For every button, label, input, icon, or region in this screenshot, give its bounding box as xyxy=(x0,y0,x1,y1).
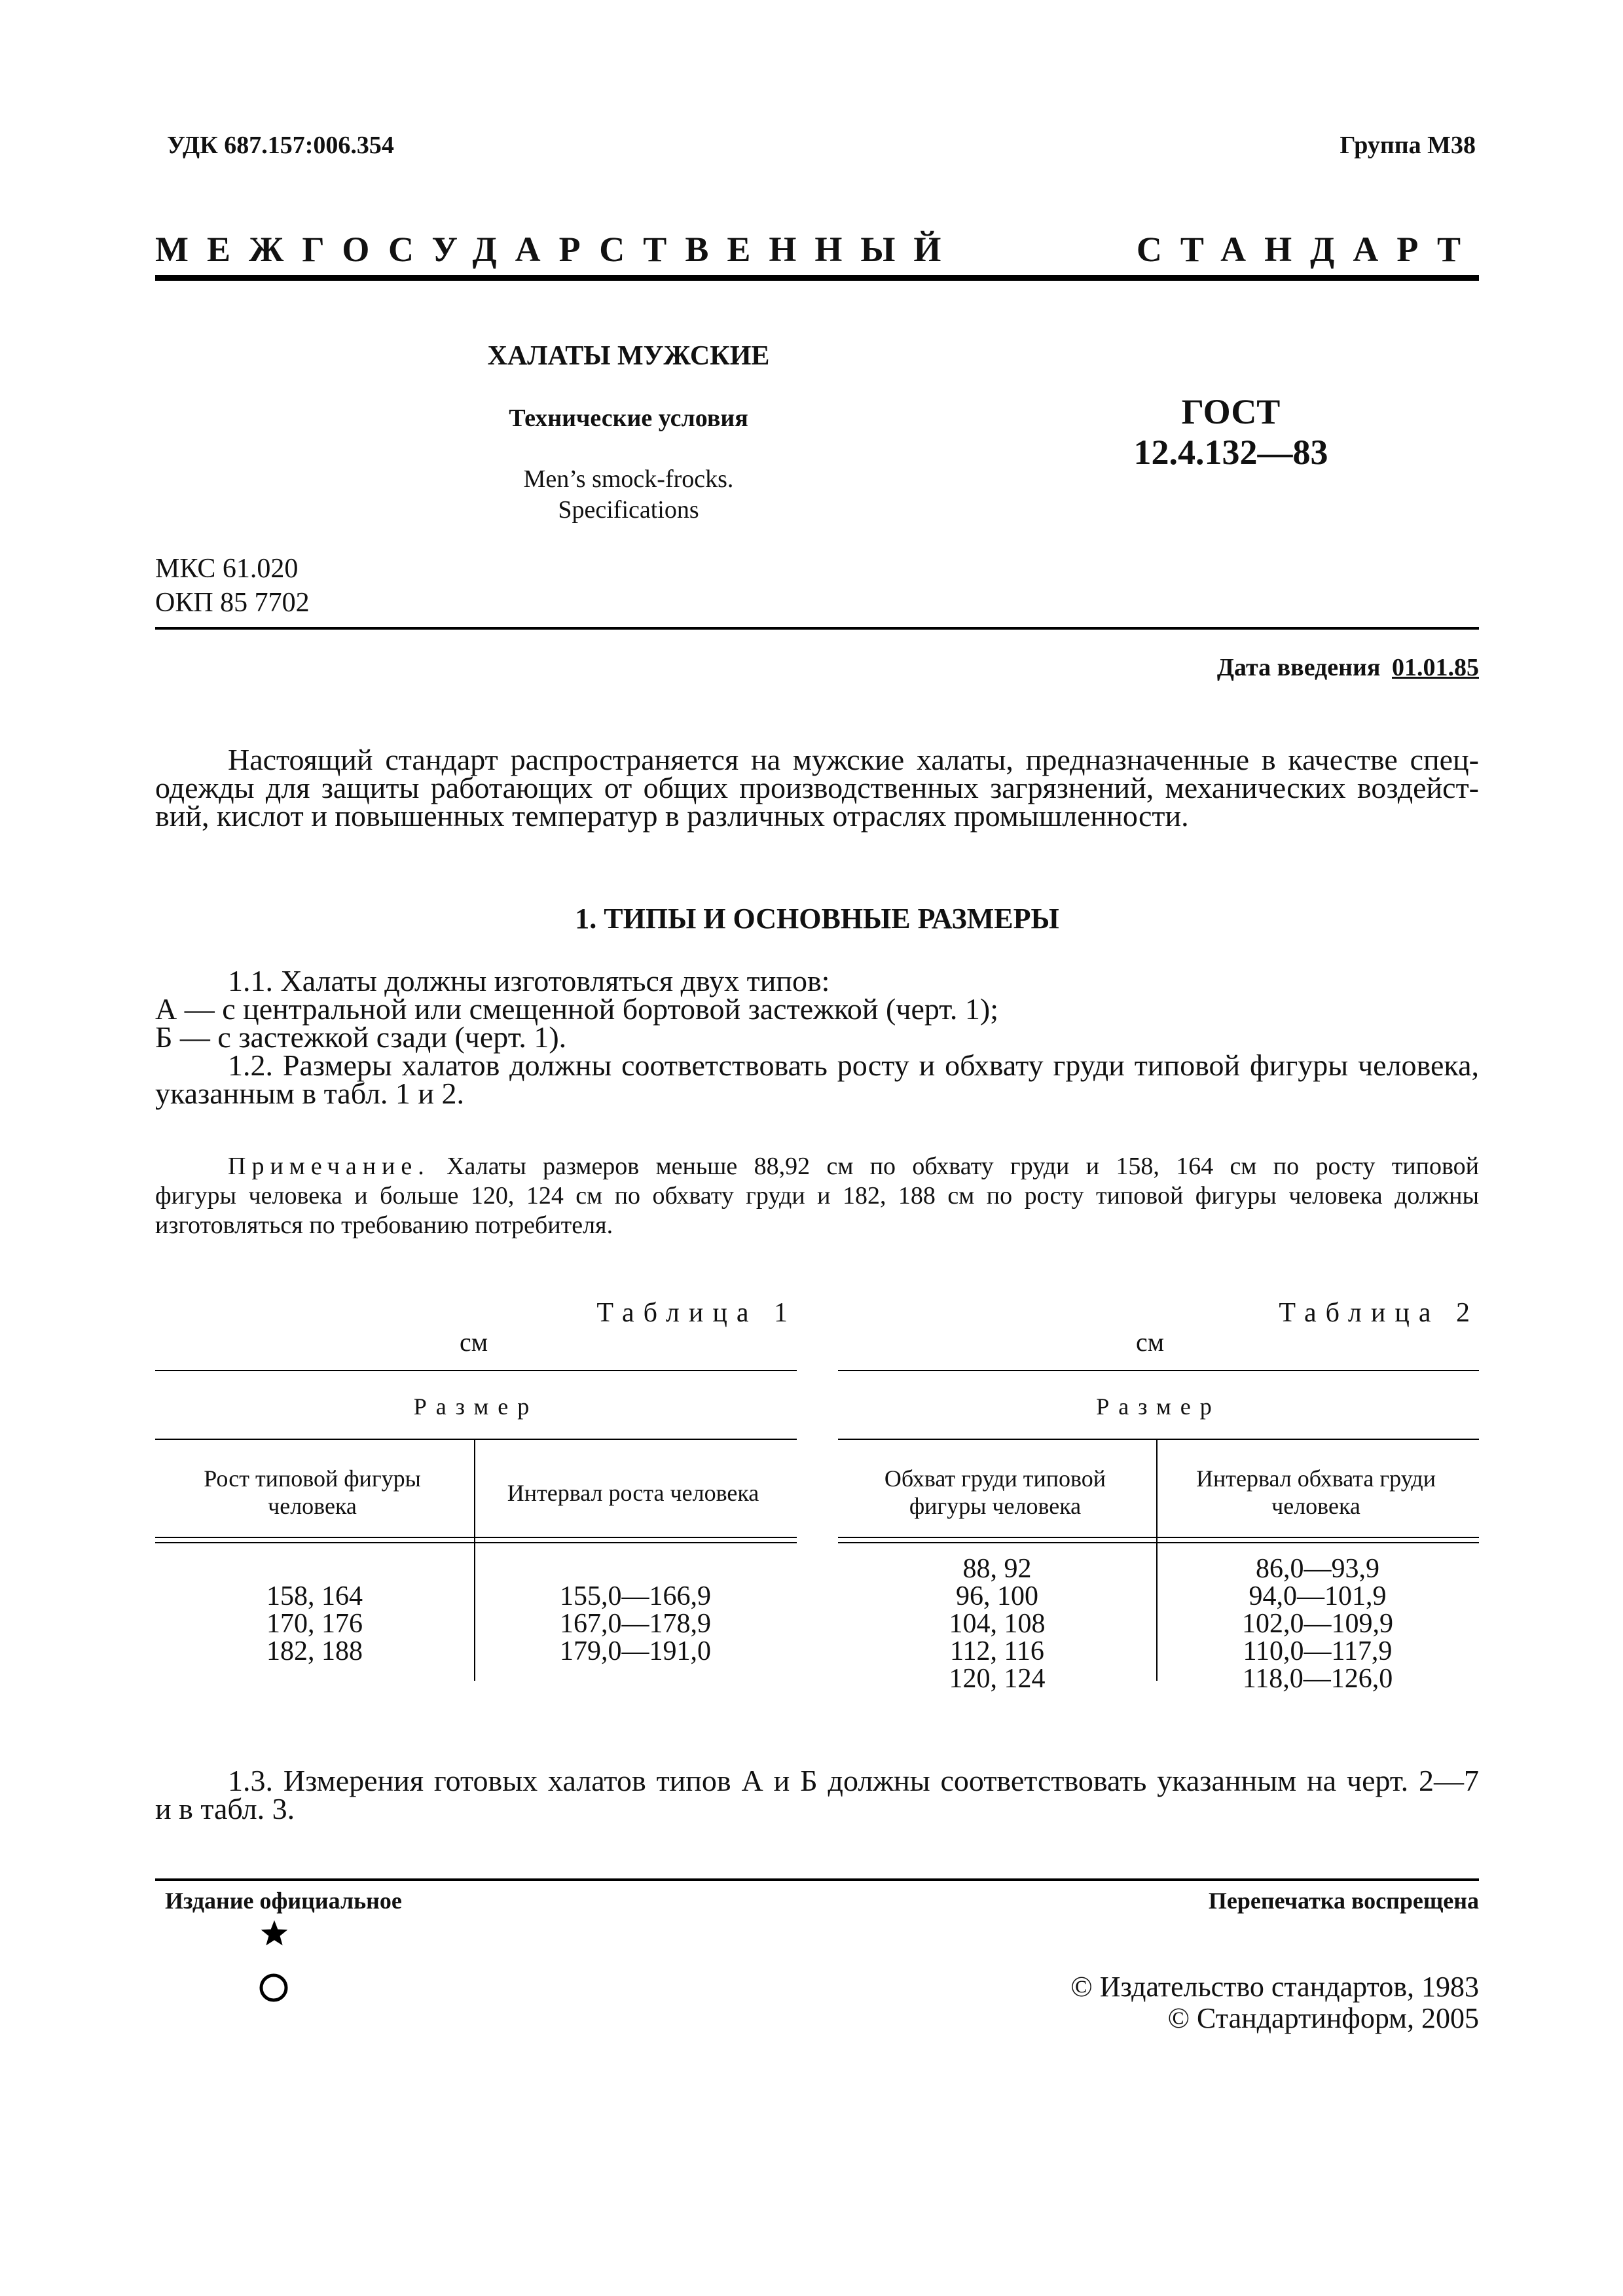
table-1-row-2-col-2: 167,0—178,9 xyxy=(560,1609,711,1639)
english-title-line1: Men’s smock-frocks. xyxy=(523,465,734,493)
star-icon xyxy=(260,1919,289,1948)
circle-icon xyxy=(259,1973,289,2003)
clause-1-1: 1.1. Халаты должны изготовляться двух типов: xyxy=(228,964,830,997)
note-label: Примечание. xyxy=(228,1153,430,1180)
table-2-row-2-col-2: 94,0—101,9 xyxy=(1249,1581,1387,1611)
udk-code: УДК 687.157:006.354 xyxy=(167,132,394,159)
table-2-row-4-col-2: 110,0—117,9 xyxy=(1243,1636,1393,1666)
table-2-col2-values xyxy=(1156,1555,1479,1693)
footer-rule xyxy=(155,1878,1479,1881)
table-1-group-header: Размер xyxy=(413,1393,539,1420)
reprint-notice: Перепечатка воспрещена xyxy=(1208,1888,1479,1914)
clause-1-3-line1: 1.3. Измерения готовых халатов типов А и Б должны соответствовать указанным на черт. 2—7 xyxy=(228,1764,1479,1797)
official-edition: Издание официальное xyxy=(165,1888,402,1914)
table-1-row-1-col-2: 155,0—166,9 xyxy=(560,1581,711,1611)
table-2-row-1-col-2: 86,0—93,9 xyxy=(1256,1554,1379,1584)
clause-1-2-line1: 1.2. Размеры халатов должны соответствовать росту и обхвату груди типовой фигуры человека, xyxy=(228,1049,1479,1082)
table-2 xyxy=(838,1283,1479,1708)
table-1-col2-values xyxy=(474,1583,797,1665)
table-1-row-1-col-1: 158, 164 xyxy=(266,1581,363,1611)
intro-date-label: Дата введения xyxy=(1216,654,1381,681)
note-text-line1: Халаты размеров меньше 88,92 см по обхвату груди и 158, 164 см по росту типовой xyxy=(429,1153,1479,1180)
table-2-group-header: Размер xyxy=(1096,1393,1221,1420)
table-1-unit: см xyxy=(460,1327,488,1357)
table-1-row-2-col-1: 170, 176 xyxy=(266,1609,363,1639)
table-1-col2-header: Интервал роста человека xyxy=(507,1480,759,1506)
intro-line2: одежды для защиты работающих от общих производственных загрязнений, механических воздейст- xyxy=(155,771,1479,804)
table-2-row-2-col-1: 96, 100 xyxy=(956,1581,1038,1611)
table-2-row-4-col-1: 112, 116 xyxy=(950,1636,1044,1666)
table-2-col1-values xyxy=(838,1555,1156,1693)
note-line1 xyxy=(228,1152,1479,1181)
table-1 xyxy=(155,1283,797,1708)
table-1-row-3-col-2: 179,0—191,0 xyxy=(560,1636,711,1666)
table-2-col1-header: Обхват груди типовой фигуры человека xyxy=(884,1465,1106,1519)
intro-date-value: 01.01.85 xyxy=(1392,654,1479,681)
type-b-description: Б — с застежкой сзади (черт. 1). xyxy=(155,1020,567,1054)
clause-1-2-line2: указанным в табл. 1 и 2. xyxy=(155,1077,465,1110)
table-2-col2-header: Интервал обхвата груди человека xyxy=(1195,1465,1436,1519)
copyright-2005: © Стандартинформ, 2005 xyxy=(1167,2002,1479,2034)
table-1-col1-values xyxy=(155,1583,474,1665)
intro-date xyxy=(1217,653,1479,682)
type-a-description: А — с центральной или смещенной бортовой застежкой (черт. 1); xyxy=(155,992,999,1026)
note-line2: фигуры человека и больше 120, 124 см по обхвату груди и 182, 188 см по росту типовой фигуры человека должны xyxy=(155,1182,1479,1210)
table-2-row-5-col-2: 118,0—126,0 xyxy=(1242,1664,1393,1694)
table-2-row-3-col-1: 104, 108 xyxy=(949,1609,1046,1639)
gost-label: ГОСТ xyxy=(1181,392,1281,431)
table-2-row-3-col-2: 102,0—109,9 xyxy=(1242,1609,1393,1639)
section-1-heading: 1. ТИПЫ И ОСНОВНЫЕ РАЗМЕРЫ xyxy=(575,903,1059,935)
table-2-row-1-col-1: 88, 92 xyxy=(962,1554,1032,1584)
table-1-row-3-col-1: 182, 188 xyxy=(266,1636,363,1666)
intro-line1: Настоящий стандарт распространяется на мужские халаты, предназначенные в качестве спец- xyxy=(228,743,1479,776)
note-line3: изготовляться по требованию потребителя. xyxy=(155,1211,613,1239)
okp-code: ОКП 85 7702 xyxy=(155,588,310,618)
mks-code: МКС 61.020 xyxy=(155,554,299,584)
copyright-1983: © Издательство стандартов, 1983 xyxy=(1070,1971,1479,2003)
table-1-caption: Таблица 1 xyxy=(596,1298,797,1328)
table-2-caption: Таблица 2 xyxy=(1279,1298,1479,1328)
intro-line3: вий, кислот и повышенных температур в различных отраслях промышленности. xyxy=(155,799,1189,833)
table-2-row-5-col-1: 120, 124 xyxy=(949,1664,1046,1694)
document-title: ХАЛАТЫ МУЖСКИЕ xyxy=(487,341,770,371)
standard-kind: МЕЖГОСУДАРСТВЕННЫЙ СТАНДАРТ xyxy=(155,230,1479,269)
document-subtitle: Технические условия xyxy=(509,404,748,432)
table-1-col1-header: Рост типовой фигуры человека xyxy=(204,1465,421,1519)
header-rule xyxy=(155,275,1479,281)
clause-1-3-line2: и в табл. 3. xyxy=(155,1792,295,1825)
table-2-unit: см xyxy=(1136,1327,1165,1357)
title-block-rule xyxy=(155,627,1479,630)
group-code: Группа М38 xyxy=(1340,132,1476,159)
english-title-line2: Specifications xyxy=(558,496,699,524)
gost-number: 12.4.132—83 xyxy=(1133,433,1328,472)
